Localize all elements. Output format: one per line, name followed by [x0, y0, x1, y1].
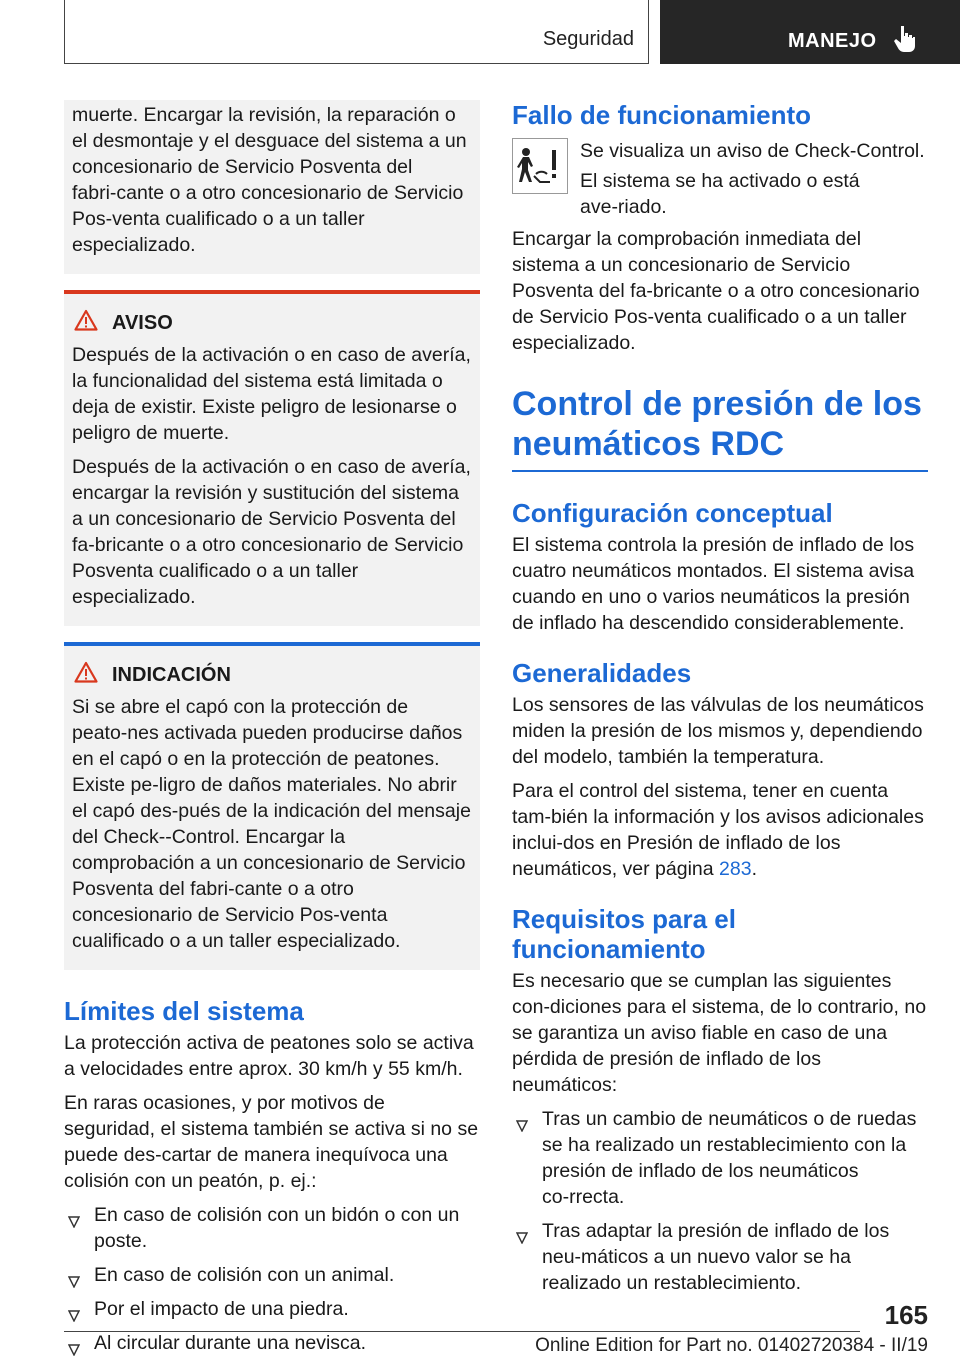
limits-heading: Límites del sistema: [64, 996, 304, 1026]
note-box: [64, 642, 480, 970]
triangle-bullet-icon: [68, 1337, 80, 1363]
warning-box-title: [72, 308, 472, 338]
fault-indicator-row: [512, 138, 928, 220]
list-item: En caso de colisión con un animal.: [64, 1262, 480, 1288]
list-item: Al circular durante una nevisca.: [64, 1330, 480, 1356]
triangle-bullet-icon: [68, 1269, 80, 1295]
general-paragraph-2: Para el control del sistema, tener en cuenta tam‑bién la información y los avisos adicionales inclui‑dos en Presión de inflado de los neumáticos, ver página 283.: [512, 780, 924, 880]
left-column: [64, 100, 480, 1364]
triangle-bullet-icon: [68, 1209, 80, 1235]
rdc-heading-rule: [512, 470, 928, 472]
fault-heading: Fallo de funcionamiento: [512, 100, 812, 130]
limits-list: [64, 1202, 480, 1356]
page-reference-link[interactable]: 283: [719, 858, 752, 880]
fault-line-2: El sistema se ha activado o está ave‑riado.: [580, 170, 860, 218]
page-number: 165: [884, 1300, 928, 1330]
fault-line-1: Se visualiza un aviso de Check-Control.: [580, 140, 925, 162]
fault-paragraph: Encargar la comprobación inmediata del sistema a un concesionario de Servicio Posventa del fa‑bricante o a otro concesionario de Servicio Pos‑venta cualificado o a un taller especializado.: [512, 228, 920, 354]
warning-title-text: AVISO: [112, 311, 173, 334]
footer-rule: [64, 1331, 860, 1332]
rdc-heading: Control de presión de los neumáticos RDC: [512, 385, 922, 463]
pointing-hand-icon: [894, 24, 916, 58]
limits-paragraph-1: La protección activa de peatones solo se activa a velocidades entre aprox. 30 km/h y 55 km/h.: [64, 1032, 474, 1080]
footer-edition: Online Edition for Part no. 01402720384 - II/19: [535, 1335, 928, 1356]
triangle-bullet-icon: [68, 1303, 80, 1329]
warning-triangle-icon: [72, 309, 112, 337]
limits-paragraph-2: En raras ocasiones, y por motivos de seguridad, el sistema también se activa si no se puede des‑cartar de manera inequívoca una colisión con un peatón, p. ej.:: [64, 1092, 479, 1192]
list-item: Por el impacto de una piedra.: [64, 1296, 480, 1322]
requirements-heading: Requisitos para el funcionamiento: [512, 904, 736, 964]
list-item: Tras adaptar la presión de inflado de los neu‑máticos a un nuevo valor se ha realizado un restablecimiento.: [512, 1218, 928, 1296]
triangle-bullet-icon: [516, 1113, 528, 1139]
continued-warning-box: [64, 100, 480, 274]
warning-triangle-icon: [72, 661, 112, 689]
header-right-rule: [648, 0, 649, 64]
requirements-paragraph: Es necesario que se cumplan las siguientes con‑diciones para el sistema, de lo contrario, no se garantiza un aviso fiable en caso de una pérdida de presión de inflado de los neumáticos:: [512, 970, 927, 1096]
warning-paragraph-1: Después de la activación o en caso de avería, la funcionalidad del sistema está limitada o deja de existir. Existe peligro de lesionarse o peligro de muerte.: [72, 344, 471, 444]
general-heading: Generalidades: [512, 658, 692, 688]
note-box-title: [72, 660, 472, 690]
concept-heading: Configuración conceptual: [512, 498, 833, 528]
requirements-list: [512, 1106, 928, 1296]
note-paragraph-1: Si se abre el capó con la protección de peato‑nes activada pueden producirse daños en el capó o en la protección de peatones. Existe pe‑ligro de daños materiales. No abrir el capó des‑pués de la indicación del mensaje del Check‑-Control. Encargar la comprobación a un concesionario de Servicio Posventa del fabri‑cante o a otro concesionario de Servicio Pos‑venta cualificado o a un taller especializado.: [72, 696, 471, 952]
triangle-bullet-icon: [516, 1225, 528, 1251]
header-bottom-rule: [64, 63, 648, 64]
list-item: En caso de colisión con un bidón o con un poste.: [64, 1202, 480, 1254]
header-chapter-tab: [660, 0, 960, 64]
header-section-title: Seguridad: [542, 28, 634, 50]
pedestrian-protection-icon: [512, 138, 568, 194]
fault-indicator-text: [580, 138, 928, 220]
right-column: [512, 100, 928, 1304]
general-paragraph-1: Los sensores de las válvulas de los neumáticos miden la presión de los mismos y, dependiendo del modelo, también la temperatura.: [512, 694, 924, 768]
warning-paragraph-2: Después de la activación o en caso de avería, encargar la revisión y sustitución del sistema a un concesionario de Servicio Posventa del fa‑bricante o a otro concesionario de Servicio Posventa cualificado o a un taller especializado.: [72, 456, 471, 608]
concept-paragraph: El sistema controla la presión de inflado de los cuatro neumáticos montados. El sistema avisa cuando en uno o varios neumáticos la presión de inflado ha descendido considerablemente.: [512, 534, 915, 634]
warning-box: [64, 290, 480, 626]
header-chapter-label: MANEJO: [788, 30, 877, 52]
continued-warning-text: muerte. Encargar la revisión, la reparación o el desmontaje y el desguace del sistema a un concesionario de Servicio Posventa del fabri‑cante o a otro concesionario de Servicio Pos‑venta cualificado o a un taller especializado.: [72, 104, 467, 256]
list-item: Tras un cambio de neumáticos o de ruedas se ha realizado un restablecimiento con la presión de inflado de los neumáticos co‑rrecta.: [512, 1106, 928, 1210]
note-title-text: INDICACIÓN: [112, 663, 231, 686]
